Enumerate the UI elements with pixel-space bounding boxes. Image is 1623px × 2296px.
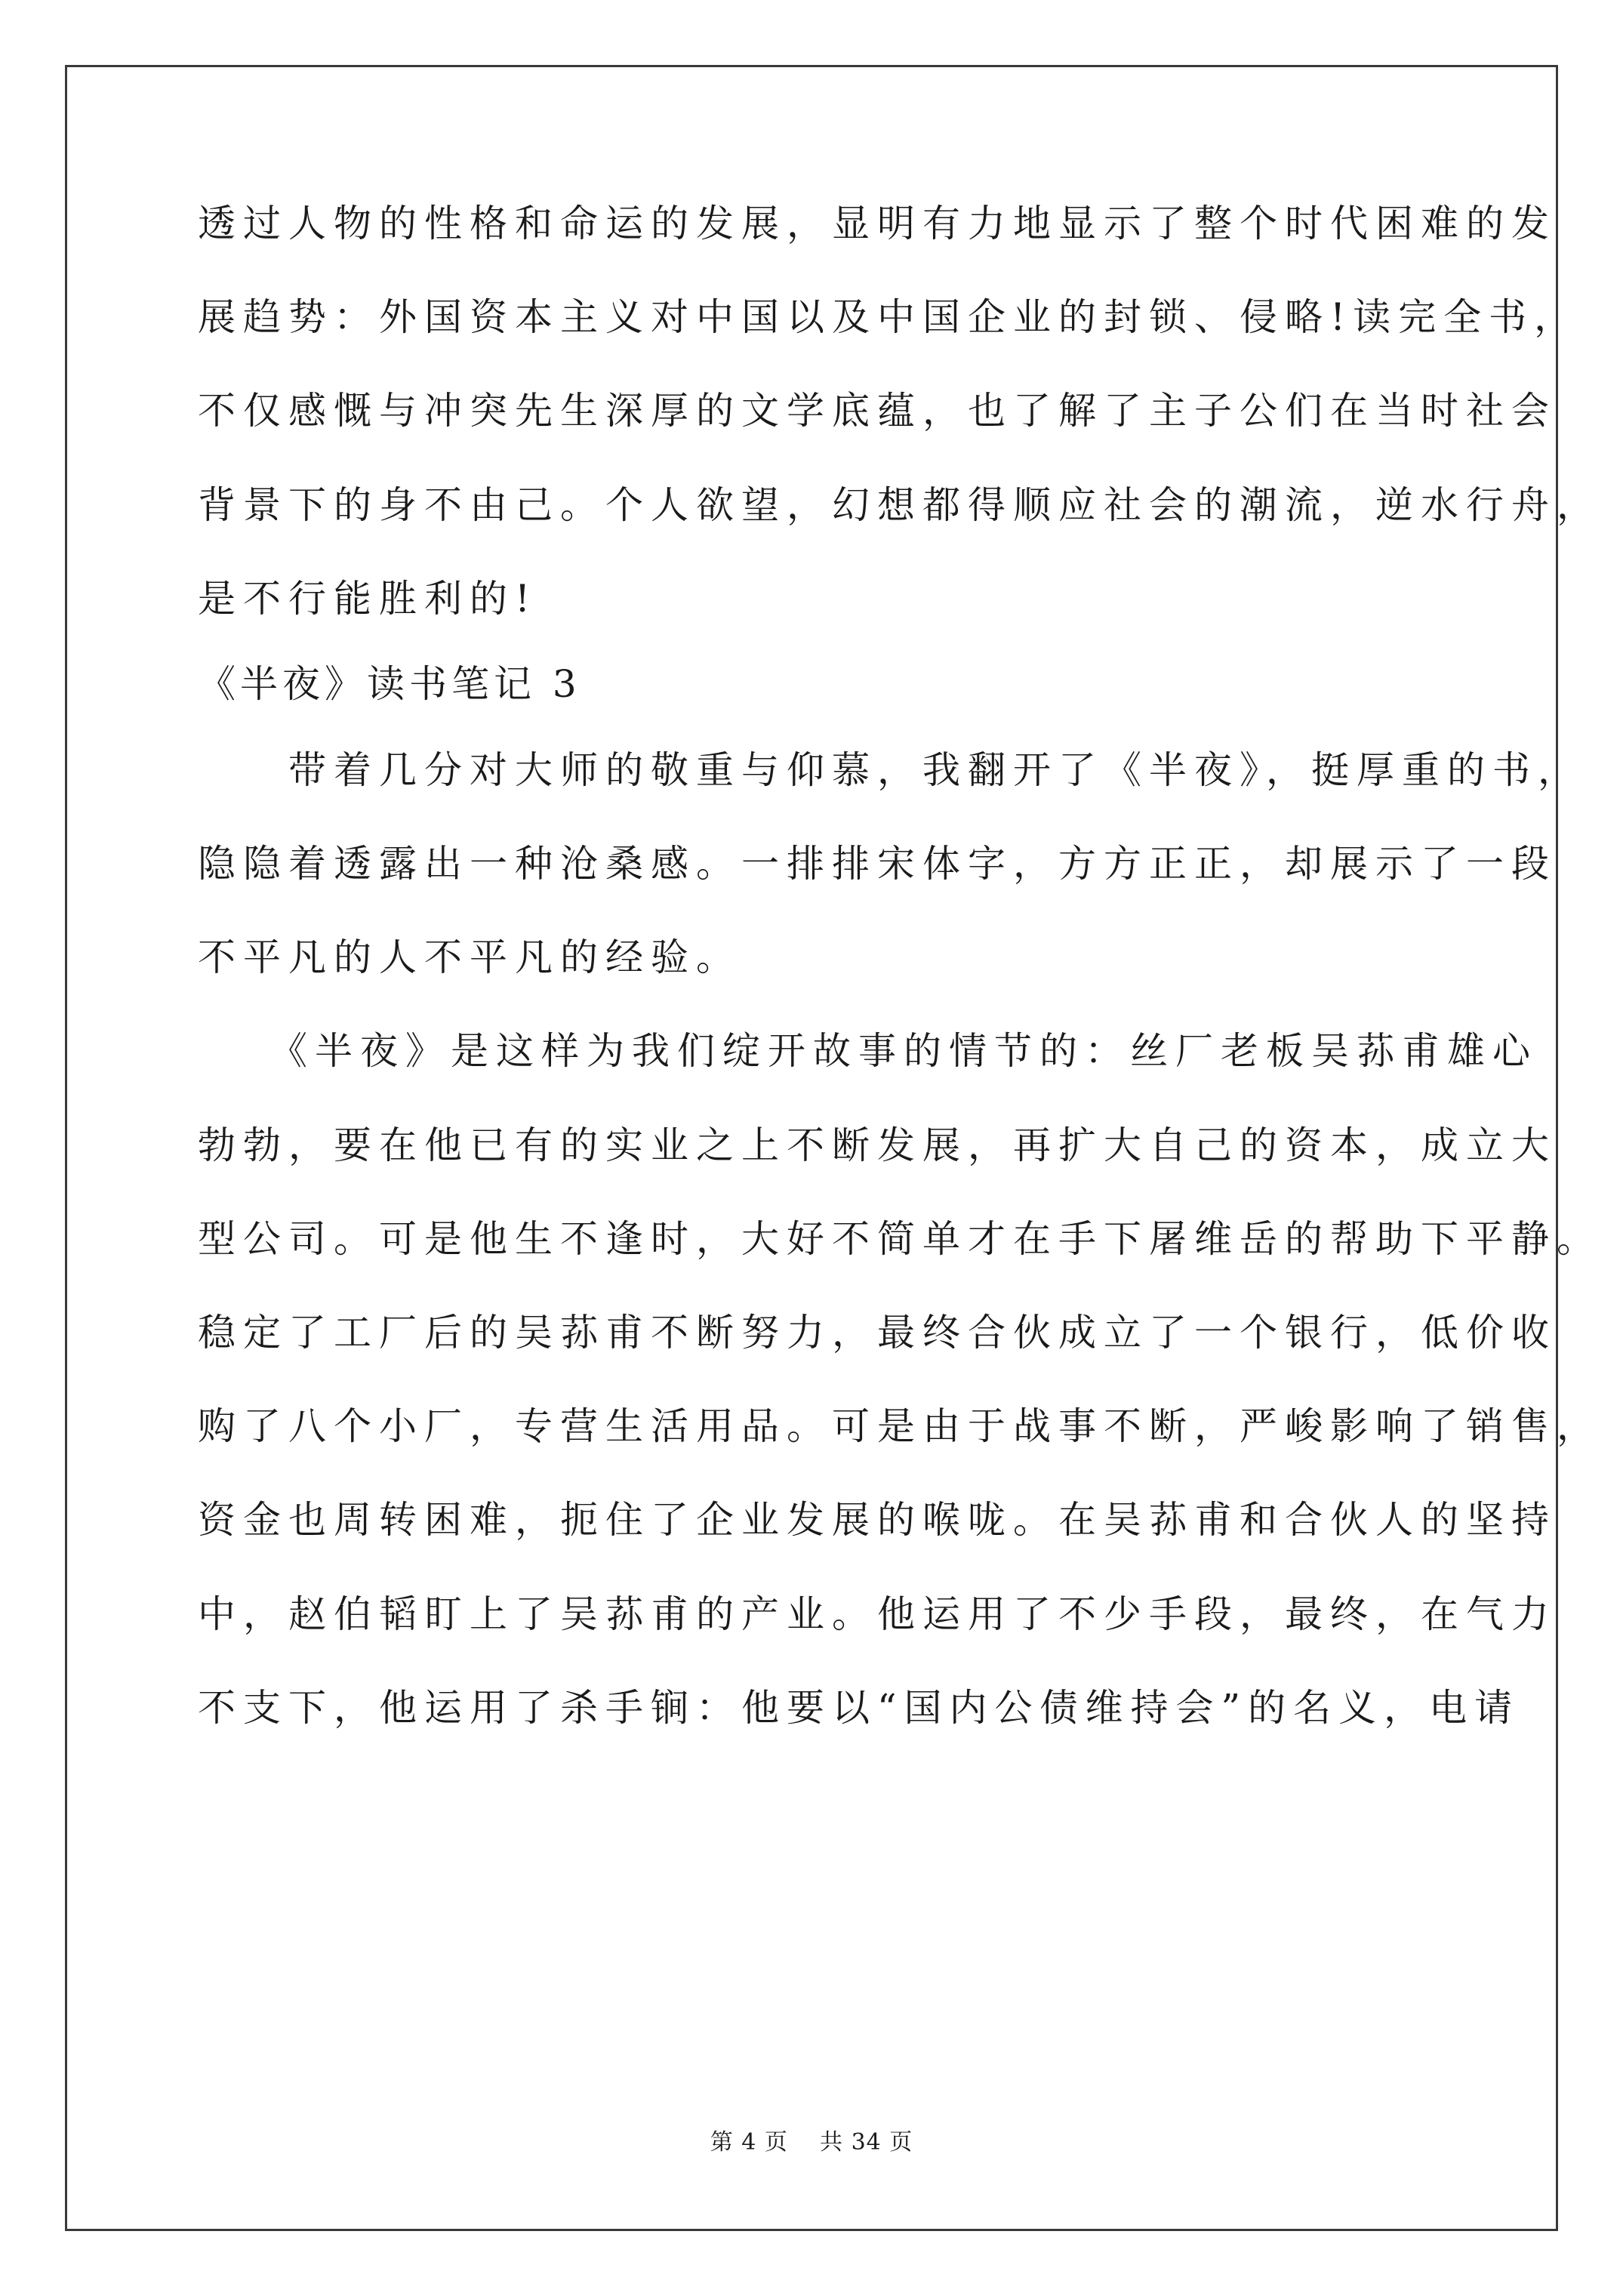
text-line: 透过人物的性格和命运的发展，显明有力地显示了整个时代困难的发 bbox=[198, 202, 1557, 245]
text-line: 不支下，他运用了杀手锏：他要以“国内公债维持会”的名义，电请 bbox=[198, 1686, 1520, 1730]
text-line: 是不行能胜利的! bbox=[198, 577, 538, 621]
text-line: 稳定了工厂后的吴荪甫不断努力，最终合伙成立了一个银行，低价收 bbox=[198, 1311, 1557, 1354]
page-number: 第 4 页 bbox=[710, 2129, 788, 2156]
text-line: 勃勃，要在他已有的实业之上不断发展，再扩大自己的资本，成立大 bbox=[198, 1123, 1557, 1167]
text-line: 不平凡的人不平凡的经验。 bbox=[198, 935, 741, 979]
text-line: 展趋势：外国资本主义对中国以及中国企业的封锁、侵略!读完全书， bbox=[198, 295, 1580, 339]
text-line: 《半夜》是这样为我们绽开故事的情节的：丝厂老板吴荪甫雄心 bbox=[198, 1029, 1538, 1073]
text-line: 购了八个小厂，专营生活用品。可是由于战事不断，严峻影响了销售， bbox=[198, 1404, 1602, 1448]
text-line: 资金也周转困难，扼住了企业发展的喉咙。在吴荪甫和合伙人的坚持 bbox=[198, 1498, 1557, 1542]
text-line: 中，赵伯韬盯上了吴荪甫的产业。他运用了不少手段，最终，在气力 bbox=[198, 1592, 1557, 1636]
text-line: 隐隐着透露出一种沧桑感。一排排宋体字，方方正正，却展示了一段 bbox=[198, 842, 1557, 886]
section-heading: 《半夜》读书笔记 3 bbox=[198, 662, 581, 706]
page-footer bbox=[0, 2128, 1623, 2158]
page-total: 共 34 页 bbox=[820, 2129, 913, 2156]
text-line: 背景下的身不由己。个人欲望，幻想都得顺应社会的潮流，逆水行舟， bbox=[198, 483, 1602, 527]
text-line: 不仅感慨与冲突先生深厚的文学底蕴，也了解了主子公们在当时社会 bbox=[198, 389, 1557, 433]
text-line: 带着几分对大师的敬重与仰慕，我翻开了《半夜》，挺厚重的书， bbox=[198, 748, 1583, 792]
text-line: 型公司。可是他生不逢时，大好不简单才在手下屠维岳的帮助下平静。 bbox=[198, 1217, 1602, 1261]
